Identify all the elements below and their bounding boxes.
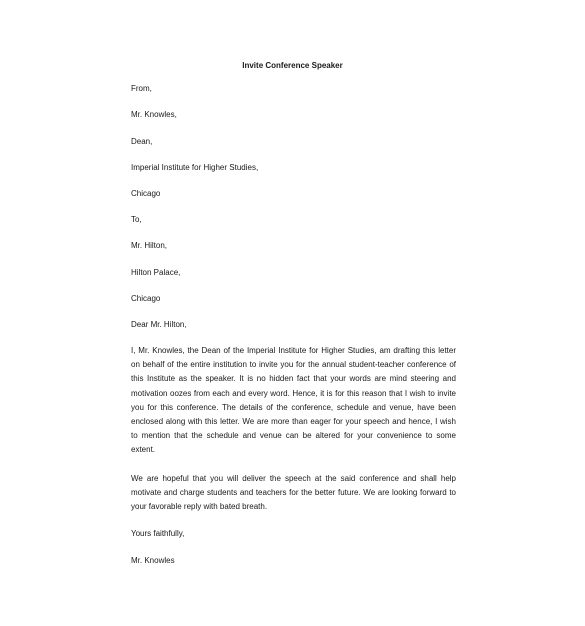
recipient-to-label: To,: [131, 215, 142, 224]
sender-city: Chicago: [131, 189, 161, 198]
recipient-name: Mr. Hilton,: [131, 241, 168, 250]
body-paragraph-2: We are hopeful that you will deliver the speech at the said conference and shall help motivate and charge students and teachers for the better future. We are looking forward to your favorable reply with bated breath.: [131, 474, 456, 512]
sender-from-label: From,: [131, 84, 152, 93]
body-paragraph-1: I, Mr. Knowles, the Dean of the Imperial Institute for Higher Studies, am drafting this letter on behalf of the entire institution to invite you for the annual student-teacher conference of this Institute as the speaker. It is no hidden fact that your words are mind steering and motivation oozes from each and every word. Hence, it is for this reason that I wish to invite you for this conference. The details of the conference, schedule and venue, have been enclosed along with this letter. We are more than eager for your speech and hence, I wish to mention that the schedule and venue can be altered for your convenience to some extent.: [131, 346, 456, 455]
sender-title: Dean,: [131, 137, 153, 146]
signature: Mr. Knowles: [131, 556, 175, 565]
salutation: Dear Mr. Hilton,: [131, 320, 187, 329]
letter-title: Invite Conference Speaker: [242, 61, 343, 70]
sender-name: Mr. Knowles,: [131, 110, 177, 119]
closing: Yours faithfully,: [131, 529, 185, 538]
recipient-address: Hilton Palace,: [131, 268, 181, 277]
sender-organization: Imperial Institute for Higher Studies,: [131, 163, 259, 172]
recipient-city: Chicago: [131, 294, 161, 303]
